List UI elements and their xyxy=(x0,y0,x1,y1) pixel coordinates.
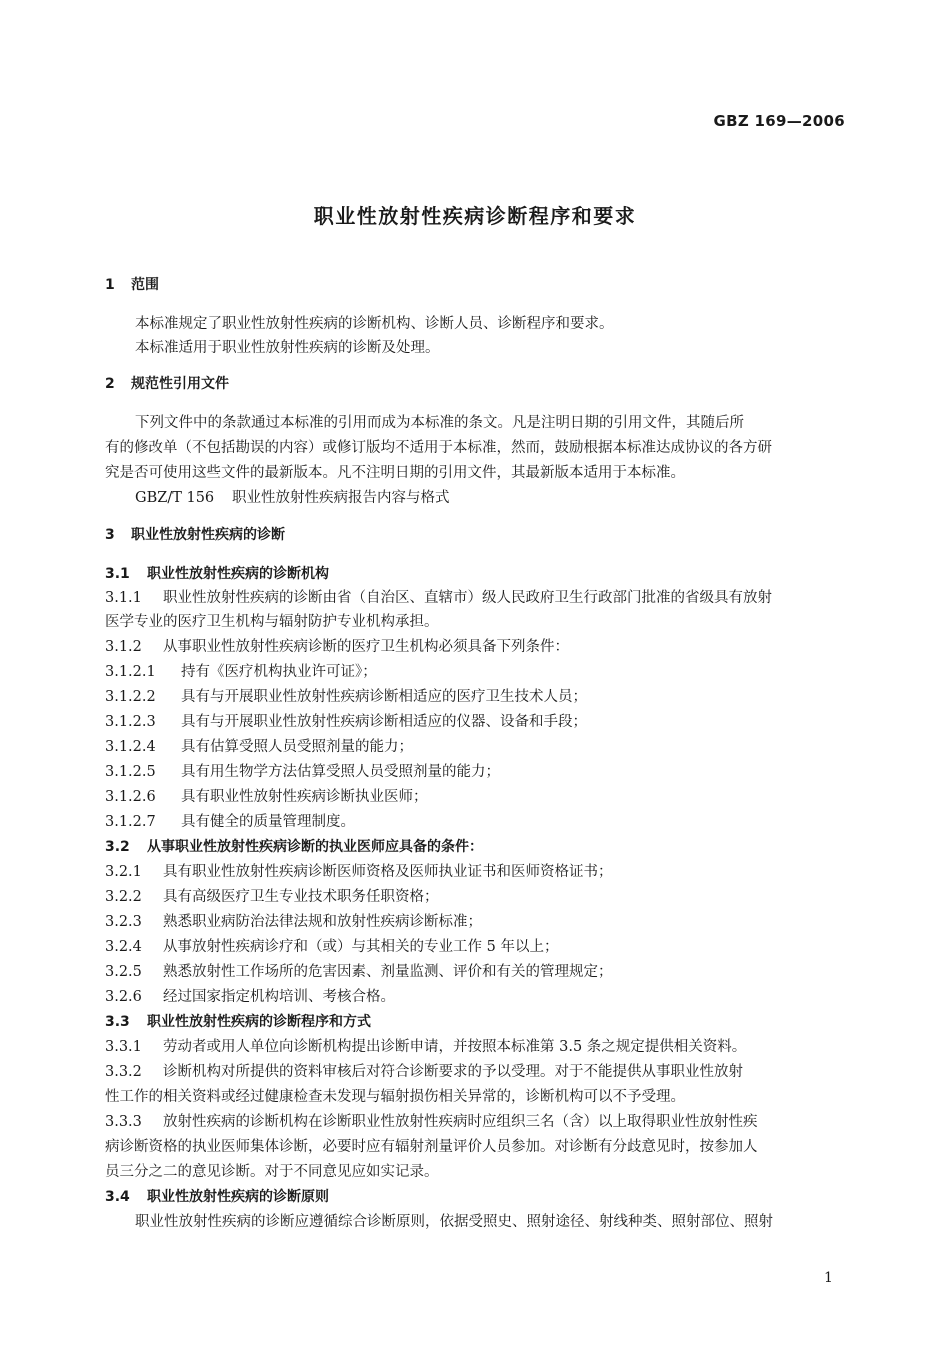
clause-text: 放射性疾病的诊断机构在诊断职业性放射性疾病时应组织三名（含）以上取得职业性放射性疾 xyxy=(163,1114,758,1130)
clause-number: 3.3.3 xyxy=(105,1114,142,1130)
item-text: 具有与开展职业性放射性疾病诊断相适应的仪器、设备和手段； xyxy=(181,714,587,730)
clause-text: 劳动者或用人单位向诊断机构提出诊断申请，并按照本标准第 3.5 条之规定提供相关资料。 xyxy=(163,1039,747,1055)
clause-3-3-3 xyxy=(105,1113,758,1131)
clause-number: 3.3.1 xyxy=(105,1039,142,1055)
subsection-number: 3.1 xyxy=(105,566,130,582)
list-item xyxy=(105,863,613,881)
item-number: 3.1.2.5 xyxy=(105,764,156,780)
paragraph-line: 下列文件中的条款通过本标准的引用而成为本标准的条文。凡是注明日期的引用文件，其随后所 xyxy=(135,415,744,431)
clause-text: 诊断机构对所提供的资料审核后对符合诊断要求的予以受理。对于不能提供从事职业性放射 xyxy=(163,1064,743,1080)
item-number: 3.1.2.3 xyxy=(105,714,156,730)
item-number: 3.1.2.6 xyxy=(105,789,156,805)
item-number: 3.2.4 xyxy=(105,939,142,955)
list-item xyxy=(105,938,558,956)
item-text: 具有健全的质量管理制度。 xyxy=(181,814,355,830)
list-item xyxy=(105,788,428,806)
section-number: 2 xyxy=(105,376,115,392)
item-text: 熟悉职业病防治法律法规和放射性疾病诊断标准； xyxy=(163,914,482,930)
paragraph-line: 病诊断资格的执业医师集体诊断，必要时应有辐射剂量评价人员参加。对诊断有分歧意见时，按参加人 xyxy=(105,1139,758,1155)
list-item xyxy=(105,963,613,981)
subsection-3-2-heading xyxy=(105,838,483,856)
paragraph-line: 职业性放射性疾病的诊断应遵循综合诊断原则，依据受照史、照射途径、射线种类、照射部位、照射 xyxy=(135,1214,773,1230)
section-title: 规范性引用文件 xyxy=(131,376,229,392)
paragraph-line: 本标准规定了职业性放射性疾病的诊断机构、诊断人员、诊断程序和要求。 xyxy=(135,316,614,332)
reference-entry xyxy=(135,489,450,507)
item-number: 3.1.2.7 xyxy=(105,814,156,830)
item-text: 具有用生物学方法估算受照人员受照剂量的能力； xyxy=(181,764,500,780)
subsection-title: 职业性放射性疾病的诊断原则 xyxy=(147,1189,329,1205)
list-item xyxy=(105,988,395,1006)
subsection-title: 职业性放射性疾病的诊断机构 xyxy=(147,566,329,582)
subsection-title: 从事职业性放射性疾病诊断的执业医师应具备的条件： xyxy=(147,839,483,855)
subsection-3-4-heading xyxy=(105,1188,329,1206)
paragraph-line: 医学专业的医疗卫生机构与辐射防护专业机构承担。 xyxy=(105,614,439,630)
section-number: 1 xyxy=(105,277,115,293)
subsection-title: 职业性放射性疾病的诊断程序和方式 xyxy=(147,1014,371,1030)
page-number: 1 xyxy=(824,1270,833,1286)
list-item xyxy=(105,713,587,731)
item-text: 经过国家指定机构培训、考核合格。 xyxy=(163,989,395,1005)
list-item xyxy=(105,813,355,831)
item-number: 3.2.6 xyxy=(105,989,142,1005)
item-text: 熟悉放射性工作场所的危害因素、剂量监测、评价和有关的管理规定； xyxy=(163,964,613,980)
clause-text: 职业性放射性疾病的诊断由省（自治区、直辖市）级人民政府卫生行政部门批准的省级具有放射 xyxy=(163,590,772,606)
item-number: 3.2.1 xyxy=(105,864,142,880)
subsection-number: 3.3 xyxy=(105,1014,130,1030)
clause-number: 3.1.1 xyxy=(105,590,142,606)
list-item xyxy=(105,738,413,756)
paragraph-line: 性工作的相关资料或经过健康检查未发现与辐射损伤相关异常的，诊断机构可以不予受理。 xyxy=(105,1089,685,1105)
list-item xyxy=(105,913,482,931)
item-text: 具有职业性放射性疾病诊断执业医师； xyxy=(181,789,428,805)
list-item xyxy=(105,888,439,906)
subsection-number: 3.2 xyxy=(105,839,130,855)
item-text: 持有《医疗机构执业许可证》； xyxy=(181,664,377,680)
list-item xyxy=(105,763,500,781)
item-text: 从事放射性疾病诊疗和（或）与其相关的专业工作 5 年以上； xyxy=(163,939,559,955)
paragraph-line: 员三分之二的意见诊断。对于不同意见应如实记录。 xyxy=(105,1164,439,1180)
item-number: 3.1.2.1 xyxy=(105,664,156,680)
item-text: 具有估算受照人员受照剂量的能力； xyxy=(181,739,413,755)
page-title: 职业性放射性疾病诊断程序和要求 xyxy=(313,204,637,228)
item-number: 3.1.2.2 xyxy=(105,689,156,705)
section-number: 3 xyxy=(105,527,115,543)
clause-3-3-2 xyxy=(105,1063,743,1081)
standard-code: GBZ 169—2006 xyxy=(713,112,845,130)
subsection-number: 3.4 xyxy=(105,1189,130,1205)
item-text: 具有高级医疗卫生专业技术职务任职资格； xyxy=(163,889,439,905)
section-title: 职业性放射性疾病的诊断 xyxy=(131,527,285,543)
subsection-3-1-heading xyxy=(105,565,329,583)
clause-number: 3.1.2 xyxy=(105,639,142,655)
clause-text: 从事职业性放射性疾病诊断的医疗卫生机构必须具备下列条件： xyxy=(163,639,569,655)
section-1-heading xyxy=(105,276,159,294)
paragraph-line: 究是否可使用这些文件的最新版本。凡不注明日期的引用文件，其最新版本适用于本标准。 xyxy=(105,465,685,481)
clause-number: 3.3.2 xyxy=(105,1064,142,1080)
section-3-heading xyxy=(105,526,285,544)
item-text: 具有与开展职业性放射性疾病诊断相适应的医疗卫生技术人员； xyxy=(181,689,587,705)
item-number: 3.2.2 xyxy=(105,889,142,905)
subsection-3-3-heading xyxy=(105,1013,371,1031)
clause-3-1-2 xyxy=(105,638,569,656)
item-number: 3.2.3 xyxy=(105,914,142,930)
reference-title: 职业性放射性疾病报告内容与格式 xyxy=(232,490,450,506)
clause-3-3-1 xyxy=(105,1038,746,1056)
paragraph-line: 有的修改单（不包括勘误的内容）或修订版均不适用于本标准，然而，鼓励根据本标准达成协议的各方研 xyxy=(105,440,772,456)
list-item xyxy=(105,663,377,681)
section-2-heading xyxy=(105,375,229,393)
reference-code: GBZ/T 156 xyxy=(135,490,215,506)
list-item xyxy=(105,688,587,706)
item-text: 具有职业性放射性疾病诊断医师资格及医师执业证书和医师资格证书； xyxy=(163,864,613,880)
section-title: 范围 xyxy=(131,277,159,293)
clause-3-1-1 xyxy=(105,589,772,607)
item-number: 3.2.5 xyxy=(105,964,142,980)
item-number: 3.1.2.4 xyxy=(105,739,156,755)
paragraph-line: 本标准适用于职业性放射性疾病的诊断及处理。 xyxy=(135,340,440,356)
